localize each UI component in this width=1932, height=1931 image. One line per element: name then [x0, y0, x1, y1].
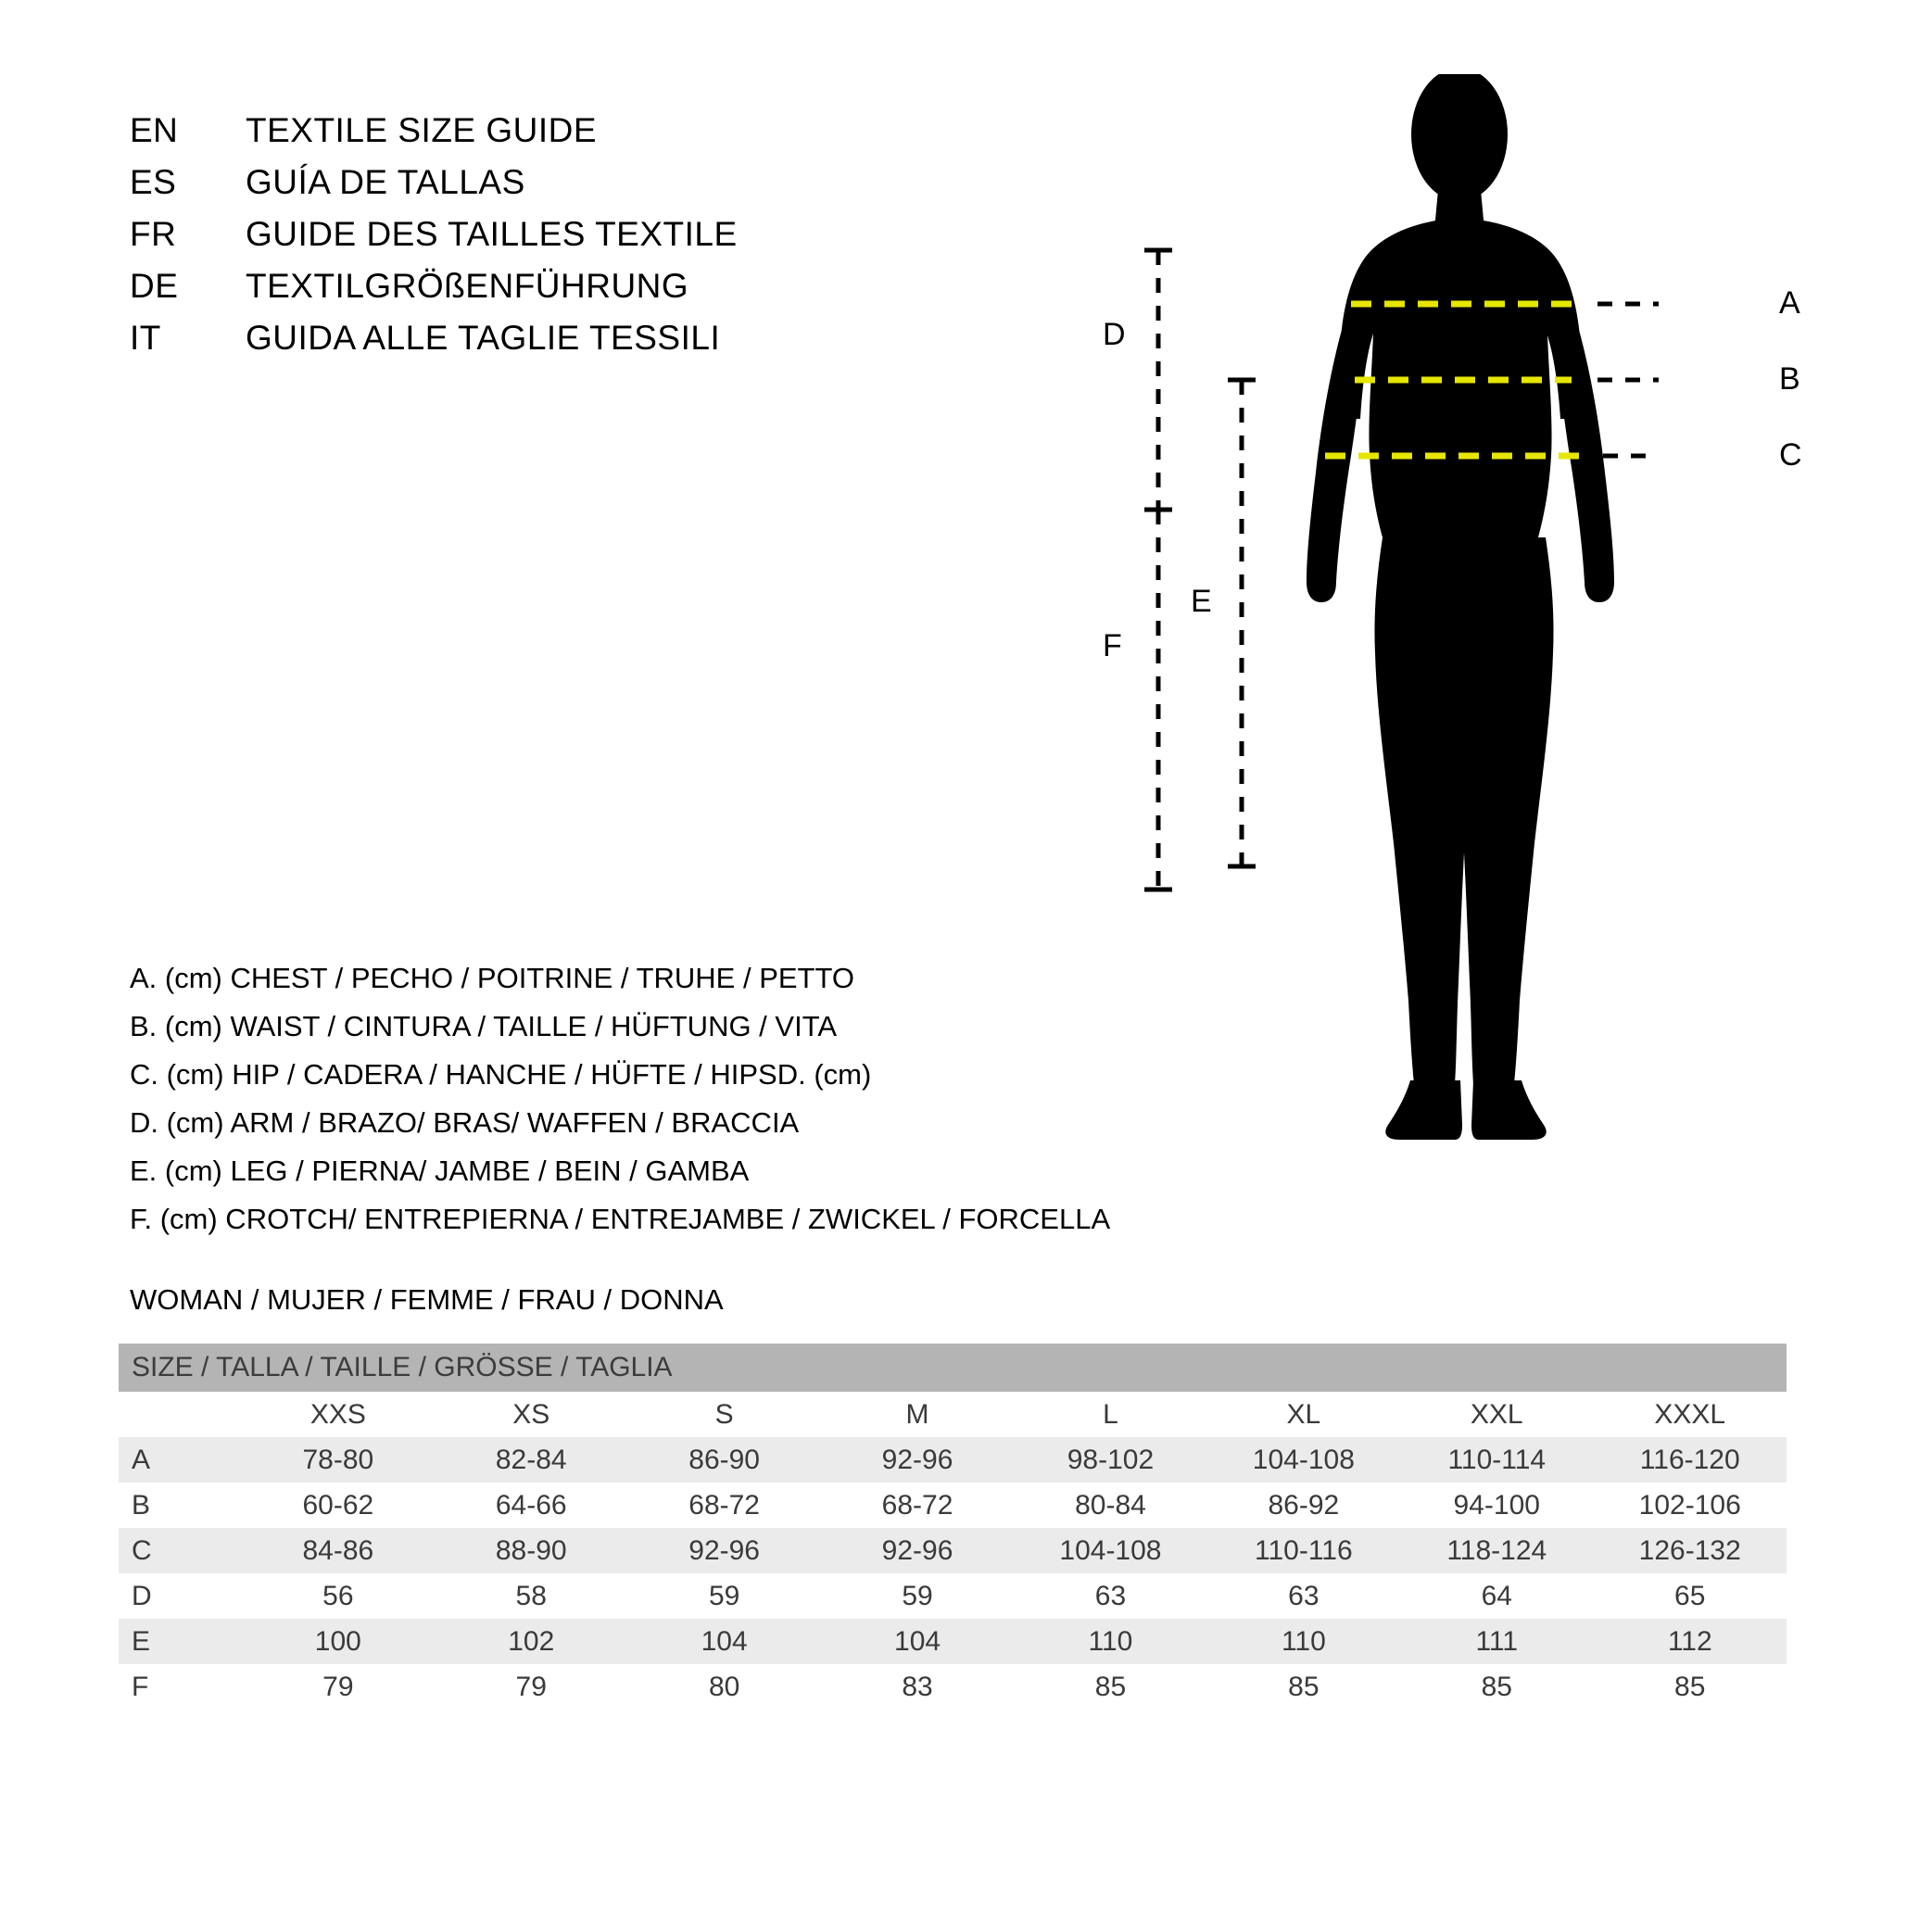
cell-c-s: 92-96: [627, 1528, 820, 1573]
cell-e-s: 104: [627, 1619, 820, 1664]
cell-e-l: 110: [1014, 1619, 1206, 1664]
title-text-en: TEXTILE SIZE GUIDE: [246, 111, 598, 149]
cell-c-xl: 110-116: [1207, 1528, 1400, 1573]
cell-e-xxxl: 112: [1593, 1619, 1787, 1664]
row-label-b: B: [119, 1483, 242, 1528]
marker-label-b: B: [1779, 361, 1800, 397]
marker-label-e: E: [1191, 584, 1212, 619]
cell-f-xxs: 79: [242, 1664, 435, 1710]
cell-a-xs: 82-84: [435, 1437, 627, 1483]
size-header-m: M: [821, 1392, 1014, 1437]
size-table: [119, 1344, 1787, 1710]
cell-a-xxxl: 116-120: [1593, 1437, 1787, 1483]
cell-b-l: 80-84: [1014, 1483, 1206, 1528]
gender-label: WOMAN / MUJER / FEMME / FRAU / DONNA: [130, 1283, 724, 1316]
table-row: [119, 1528, 1787, 1573]
row-label-f: F: [119, 1664, 242, 1710]
cell-c-xs: 88-90: [435, 1528, 627, 1573]
row-label-c: C: [119, 1528, 242, 1573]
cell-b-xxs: 60-62: [242, 1483, 435, 1528]
crotch-dimension-bracket: [1144, 510, 1172, 890]
cell-d-xl: 63: [1207, 1573, 1400, 1619]
cell-f-m: 83: [821, 1664, 1014, 1710]
table-row: [119, 1619, 1787, 1664]
cell-e-xxs: 100: [242, 1619, 435, 1664]
leg-dimension-bracket: [1228, 380, 1256, 866]
cell-a-s: 86-90: [627, 1437, 820, 1483]
cell-c-m: 92-96: [821, 1528, 1014, 1573]
cell-d-xxxl: 65: [1593, 1573, 1787, 1619]
cell-f-xxl: 85: [1400, 1664, 1593, 1710]
cell-e-xs: 102: [435, 1619, 627, 1664]
size-header-xl: XL: [1207, 1392, 1400, 1437]
size-header-xxxl: XXXL: [1593, 1392, 1787, 1437]
cell-f-xxxl: 85: [1593, 1664, 1787, 1710]
size-header-l: L: [1014, 1392, 1206, 1437]
title-lang-it: IT: [130, 319, 161, 357]
arm-dimension-bracket: [1144, 250, 1172, 510]
marker-label-a: A: [1779, 285, 1800, 321]
title-text-fr: GUIDE DES TAILLES TEXTILE: [246, 215, 738, 253]
table-row: [119, 1664, 1787, 1710]
title-lang-es: ES: [130, 163, 177, 201]
row-label-e: E: [119, 1619, 242, 1664]
cell-d-xxs: 56: [242, 1573, 435, 1619]
cell-c-xxl: 118-124: [1400, 1528, 1593, 1573]
cell-f-l: 85: [1014, 1664, 1206, 1710]
legend-item-f: F. (cm) CROTCH/ ENTREPIERNA / ENTREJAMBE / ZWICKEL / FORCELLA: [130, 1203, 1111, 1235]
row-label-d: D: [119, 1573, 242, 1619]
title-text-de: TEXTILGRÖßENFÜHRUNG: [246, 267, 689, 305]
table-band-label: SIZE / TALLA / TAILLE / GRÖSSE / TAGLIA: [119, 1344, 1787, 1392]
cell-d-xxl: 64: [1400, 1573, 1593, 1619]
female-body-silhouette-icon: [1140, 74, 1918, 1186]
size-header-s: S: [627, 1392, 820, 1437]
marker-label-d: D: [1103, 317, 1126, 352]
table-row: [119, 1437, 1787, 1483]
title-row-de: [130, 267, 871, 319]
cell-a-m: 92-96: [821, 1437, 1014, 1483]
cell-c-xxs: 84-86: [242, 1528, 435, 1573]
legend-item-a: A. (cm) CHEST / PECHO / POITRINE / TRUHE / PETTO: [130, 962, 854, 994]
measurement-diagram: [1103, 74, 1918, 1186]
title-lang-fr: FR: [130, 215, 177, 253]
size-header-xs: XS: [435, 1392, 627, 1437]
table-row: [119, 1483, 1787, 1528]
cell-f-s: 80: [627, 1664, 820, 1710]
cell-d-xs: 58: [435, 1573, 627, 1619]
cell-b-xl: 86-92: [1207, 1483, 1400, 1528]
title-text-it: GUIDA ALLE TAGLIE TESSILI: [246, 319, 721, 357]
legend-item-b: B. (cm) WAIST / CINTURA / TAILLE / HÜFTUNG / VITA: [130, 1010, 838, 1042]
title-lang-en: EN: [130, 111, 179, 149]
size-header-xxl: XXL: [1400, 1392, 1593, 1437]
table-row: [119, 1573, 1787, 1619]
cell-b-m: 68-72: [821, 1483, 1014, 1528]
table-corner-cell: [119, 1392, 242, 1437]
cell-b-s: 68-72: [627, 1483, 820, 1528]
row-label-a: A: [119, 1437, 242, 1483]
title-row-fr: [130, 215, 871, 267]
marker-label-c: C: [1779, 437, 1802, 473]
marker-label-f: F: [1103, 628, 1122, 663]
cell-d-m: 59: [821, 1573, 1014, 1619]
cell-a-xxs: 78-80: [242, 1437, 435, 1483]
cell-a-xl: 104-108: [1207, 1437, 1400, 1483]
title-row-it: [130, 319, 871, 371]
cell-d-s: 59: [627, 1573, 820, 1619]
cell-f-xl: 85: [1207, 1664, 1400, 1710]
legend-item-e: E. (cm) LEG / PIERNA/ JAMBE / BEIN / GAMBA: [130, 1155, 750, 1187]
title-row-en: [130, 111, 871, 163]
legend-item-c: C. (cm) HIP / CADERA / HANCHE / HÜFTE / HIPSD. (cm): [130, 1058, 872, 1091]
table-size-header-row: [119, 1392, 1787, 1437]
cell-d-l: 63: [1014, 1573, 1206, 1619]
cell-b-xxl: 94-100: [1400, 1483, 1593, 1528]
cell-f-xs: 79: [435, 1664, 627, 1710]
legend-item-d: D. (cm) ARM / BRAZO/ BRAS/ WAFFEN / BRACCIA: [130, 1106, 800, 1139]
cell-c-xxxl: 126-132: [1593, 1528, 1787, 1573]
table-band-row: [119, 1344, 1787, 1392]
cell-b-xs: 64-66: [435, 1483, 627, 1528]
title-row-es: [130, 163, 871, 215]
size-header-xxs: XXS: [242, 1392, 435, 1437]
title-block: [130, 111, 871, 371]
measurement-legend: [130, 954, 1195, 1243]
cell-c-l: 104-108: [1014, 1528, 1206, 1573]
cell-a-xxl: 110-114: [1400, 1437, 1593, 1483]
cell-b-xxxl: 102-106: [1593, 1483, 1787, 1528]
title-text-es: GUÍA DE TALLAS: [246, 163, 525, 201]
cell-e-m: 104: [821, 1619, 1014, 1664]
cell-e-xxl: 111: [1400, 1619, 1593, 1664]
title-lang-de: DE: [130, 267, 179, 305]
cell-e-xl: 110: [1207, 1619, 1400, 1664]
cell-a-l: 98-102: [1014, 1437, 1206, 1483]
